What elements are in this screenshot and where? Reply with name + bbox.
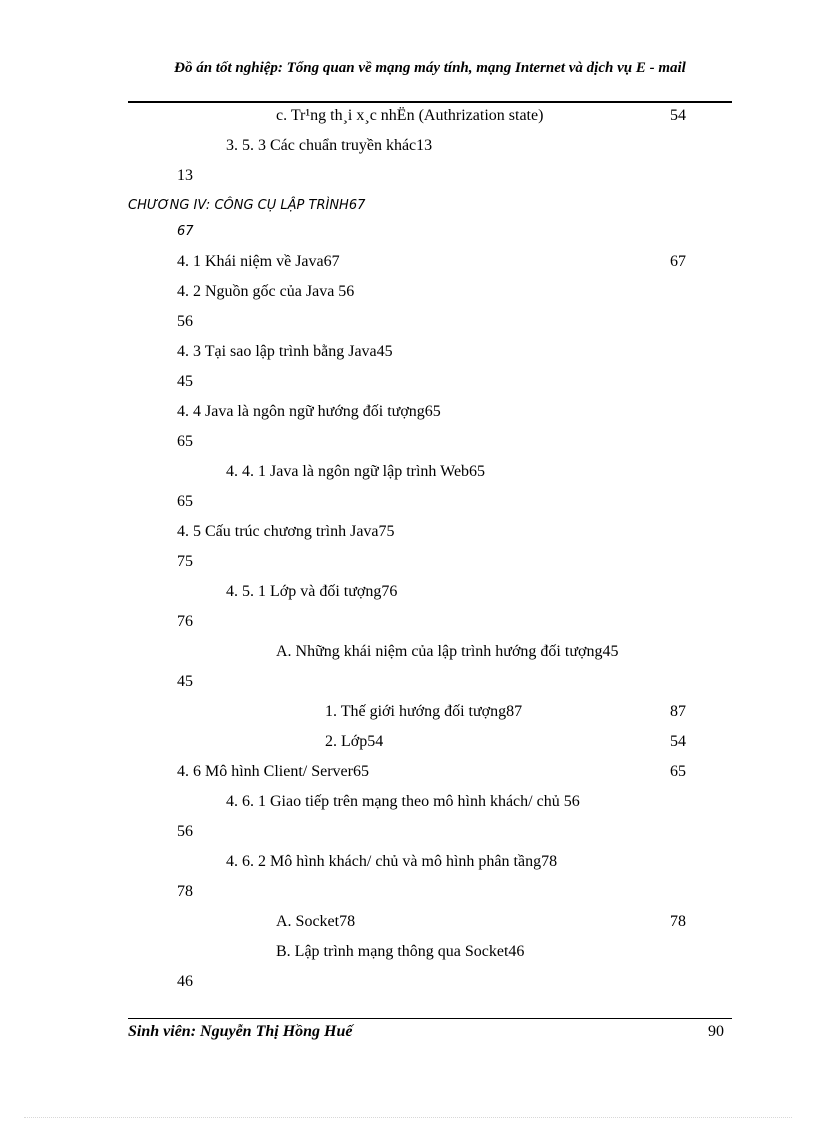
toc-entry: 4. 6. 2 Mô hình khách/ chủ và mô hình phân tầng78 bbox=[226, 853, 558, 870]
header-divider bbox=[128, 101, 732, 103]
toc-entry: 4. 6. 1 Giao tiếp trên mạng theo mô hình khách/ chủ 56 bbox=[226, 793, 580, 810]
toc-entry: 65 bbox=[177, 433, 193, 450]
toc-entry: 3. 5. 3 Các chuẩn truyền khác13 bbox=[226, 137, 433, 154]
toc-entry: 13 bbox=[177, 167, 193, 184]
toc-entry: 4. 4. 1 Java là ngôn ngữ lập trình Web65 bbox=[226, 463, 486, 480]
toc-entry: c. Tr¹ng th¸i x¸c nhËn (Authrization state) bbox=[276, 107, 544, 124]
toc-entry: 78 bbox=[177, 883, 193, 900]
toc-entry: 4. 6 Mô hình Client/ Server65 bbox=[177, 763, 369, 780]
toc-chapter-entry: CHƯƠNG IV: CÔNG CỤ LẬP TRÌNH67 bbox=[128, 198, 366, 213]
toc-page-number: 78 bbox=[670, 913, 686, 930]
toc-entry: 65 bbox=[177, 493, 193, 510]
toc-page-number: 65 bbox=[670, 763, 686, 780]
toc-entry: 67 bbox=[177, 224, 194, 239]
page-header: Đồ án tốt nghiệp: Tổng quan về mạng máy tính, mạng Internet và dịch vụ E - mail bbox=[174, 60, 686, 76]
toc-entry: B. Lập trình mạng thông qua Socket46 bbox=[276, 943, 525, 960]
toc-entry: 4. 2 Nguồn gốc của Java 56 bbox=[177, 283, 355, 300]
toc-entry: A. Những khái niệm của lập trình hướng đối tượng45 bbox=[276, 643, 619, 660]
toc-page-number: 54 bbox=[670, 107, 686, 124]
toc-page-number: 54 bbox=[670, 733, 686, 750]
toc-entry: 4. 4 Java là ngôn ngữ hướng đối tượng65 bbox=[177, 403, 441, 420]
toc-entry: 45 bbox=[177, 373, 193, 390]
footer-divider bbox=[128, 1018, 732, 1019]
toc-entry: 75 bbox=[177, 553, 193, 570]
toc-entry: 4. 5 Cấu trúc chương trình Java75 bbox=[177, 523, 395, 540]
toc-entry: 4. 3 Tại sao lập trình bằng Java45 bbox=[177, 343, 393, 360]
footer-student-name: Sinh viên: Nguyễn Thị Hồng Huế bbox=[128, 1023, 353, 1040]
toc-entry: 76 bbox=[177, 613, 193, 630]
toc-page-number: 87 bbox=[670, 703, 686, 720]
toc-page-number: 67 bbox=[670, 253, 686, 270]
toc-entry: 56 bbox=[177, 823, 193, 840]
toc-entry: 1. Thế giới hướng đối tượng87 bbox=[325, 703, 523, 720]
toc-entry: 45 bbox=[177, 673, 193, 690]
toc-entry: 2. Lớp54 bbox=[325, 733, 384, 750]
toc-entry: 4. 1 Khái niệm về Java67 bbox=[177, 253, 340, 270]
toc-entry: 56 bbox=[177, 313, 193, 330]
toc-entry: 46 bbox=[177, 973, 193, 990]
page-edge-divider bbox=[24, 1117, 792, 1118]
toc-entry: 4. 5. 1 Lớp và đối tượng76 bbox=[226, 583, 398, 600]
footer-page-number: 90 bbox=[708, 1023, 724, 1040]
toc-entry: A. Socket78 bbox=[276, 913, 356, 930]
